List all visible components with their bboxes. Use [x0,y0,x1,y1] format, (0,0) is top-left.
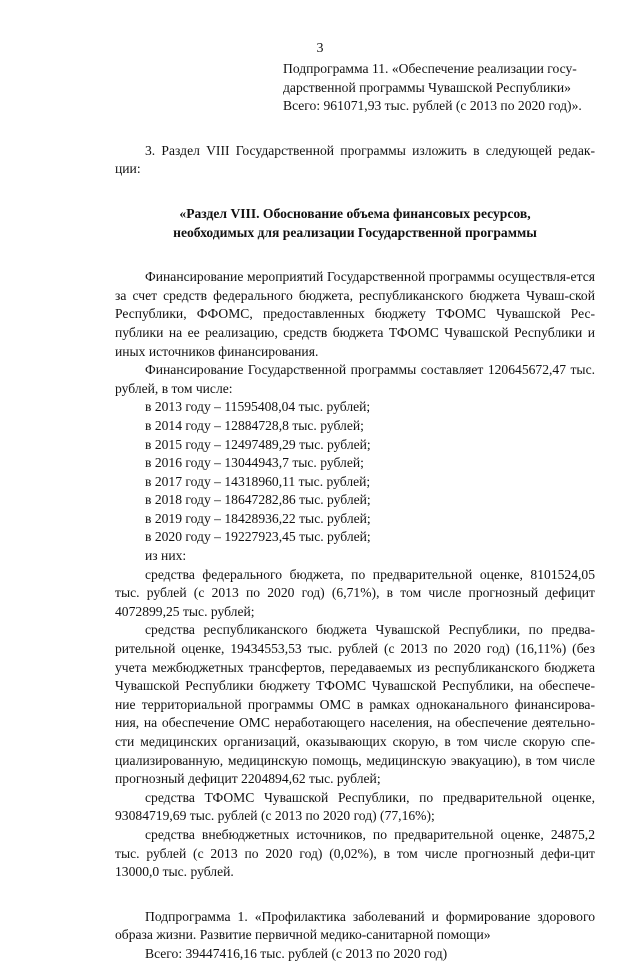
top-subprogram-line-2: дарственной программы Чувашской Республики» [283,79,571,95]
page-number: 3 [316,41,324,56]
top-subprogram-total: Всего: 961071,93 тыс. рублей (с 2013 по 2020 год)». [283,98,582,114]
year-item-2020: в 2020 году – 19227923,45 тыс. рублей; [145,529,371,545]
section-heading-line-2: необходимых для реализации Государственной программы [173,224,537,240]
top-subprogram-line-1: Подпрограмма 11. «Обеспечение реализации госу- [283,61,577,76]
document-body [115,60,595,964]
of-them-label: из них: [145,548,187,564]
section-heading-line-1: «Раздел VIII. Обоснование объема финансовых ресурсов, [179,205,531,221]
republican-budget-paragraph: средства республиканского бюджета Чувашской Республики, по предва-рительной оценке, 19434553,53 тыс. рублей (с 2013 по 2020 год) (16,11%) (без учета межбюджетных трансфертов, передаваемых из республиканского бюджета Чувашской Республики бюджету ТФОМС Чувашской Республики, на обеспече-ние территориальной программы ОМС в рамках одноканального финансирова-ния, на обеспечение ОМС неработающего населения, на обеспечение деятельно-сти медицинских организаций, оказывающих скорую, в том числе скорую спе-циализированную, медицинскую помощь, медицинскую эвакуацию), в том числе прогнозный дефицит 2204894,62 тыс. рублей; [115,622,595,787]
subprogram-1-paragraph: Подпрограмма 1. «Профилактика заболеваний и формирование здорового образа жизни. Развитие первичной медико-санитарной помощи» [115,908,595,943]
year-item-2015: в 2015 году – 12497489,29 тыс. рублей; [145,436,371,452]
tfoms-paragraph: средства ТФОМС Чувашской Республики, по предварительной оценке, 93084719,69 тыс. рублей (с 2013 по 2020 год) (77,16%); [115,789,595,824]
extrabudgetary-paragraph: средства внебюджетных источников, по предварительной оценке, 24875,2 тыс. рублей (с 2013 по 2020 год) (0,02%), в том числе прогнозный дефи-цит 13000,0 тыс. рублей. [115,826,595,880]
year-item-2016: в 2016 году – 13044943,7 тыс. рублей; [145,455,364,471]
year-item-2019: в 2019 году – 18428936,22 тыс. рублей; [145,510,371,526]
year-item-2018: в 2018 году – 18647282,86 тыс. рублей; [145,492,371,508]
subprogram-1-total: Всего: 39447416,16 тыс. рублей (с 2013 по 2020 год) [145,945,448,961]
item-3-paragraph: 3. Раздел VIII Государственной программы изложить в следующей редак-ции: [115,142,595,177]
financing-sources-paragraph: Финансирование мероприятий Государственной программы осуществля-ется за счет средств федерального бюджета, республиканского бюджета Чуваш-ской Республики, ФФОМС, предоставленных бюджету ТФОМС Чувашской Рес-публики на ее реализацию, средств бюджета ТФОМС Чувашской Республики и иных источников финансирования. [115,269,595,359]
yearly-financing-list [115,398,595,565]
top-subprogram-block [283,60,595,116]
year-item-2013: в 2013 году – 11595408,04 тыс. рублей; [145,399,371,415]
financing-total-paragraph: Финансирование Государственной программы составляет 120645672,47 тыс. рублей, в том числе: [115,362,595,396]
federal-budget-paragraph: средства федерального бюджета, по предварительной оценке, 8101524,05 тыс. рублей (с 2013 по 2020 год) (6,71%), в том числе прогнозный дефицит 4072899,25 тыс. рублей; [115,566,595,619]
year-item-2014: в 2014 году – 12884728,8 тыс. рублей; [145,417,364,433]
year-item-2017: в 2017 году – 14318960,11 тыс. рублей; [145,473,371,489]
